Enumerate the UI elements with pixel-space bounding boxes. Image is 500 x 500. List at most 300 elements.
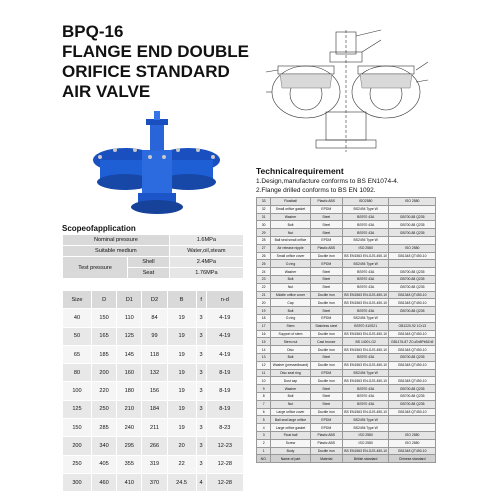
- table-cell: BS970 43A: [342, 283, 389, 291]
- table-row: [257, 307, 436, 315]
- table-cell: 14: [257, 346, 271, 354]
- table-cell: GB700-88 Q235: [389, 392, 436, 400]
- table-cell: 99: [142, 327, 167, 345]
- table-cell: 24.5: [167, 473, 196, 491]
- table-cell: Screw: [271, 439, 310, 447]
- table-cell: BS 1400 LG2: [342, 338, 389, 346]
- table-cell: EPDM: [310, 260, 342, 268]
- table-cell: [389, 260, 436, 268]
- table-row: [257, 291, 436, 299]
- table-cell: Cap: [271, 299, 310, 307]
- table-row: [63, 345, 244, 363]
- table-cell: 7: [257, 400, 271, 408]
- table-row: [63, 382, 244, 400]
- table-cell: 125: [63, 400, 92, 418]
- table-cell: Stem: [271, 322, 310, 330]
- table-cell: BS EN1563 EN-GJS-450-10: [344, 409, 388, 414]
- table-cell: Plastic ABS: [310, 244, 342, 252]
- table-cell: BS EN1563 EN-GJS-450-10: [344, 331, 388, 336]
- table-cell: 8: [257, 392, 271, 400]
- parts-header-row: [257, 455, 436, 463]
- table-cell: BS970 410S21: [342, 322, 389, 330]
- table-cell: 355: [117, 455, 142, 473]
- table-row: [63, 455, 244, 473]
- table-cell: 160: [117, 364, 142, 382]
- table-cell: Chinese standard: [389, 455, 436, 463]
- table-row: [257, 424, 436, 432]
- table-cell: British standard: [342, 455, 389, 463]
- table-cell: Disc seat ring: [271, 369, 310, 377]
- table-cell: [389, 369, 436, 377]
- table-cell: 4-19: [206, 309, 243, 327]
- table-cell: ISO 2580: [342, 439, 389, 447]
- table-row: [63, 437, 244, 455]
- table-cell: 22: [167, 455, 196, 473]
- table-cell: 65: [63, 345, 92, 363]
- table-row: [257, 314, 436, 322]
- table-cell: 12-28: [206, 455, 243, 473]
- table-cell: ISO 2580: [389, 439, 436, 447]
- table-cell: Cast bronze: [310, 338, 342, 346]
- table-cell: ISO 2580: [342, 244, 389, 252]
- table-row: [257, 205, 436, 213]
- tech-line-1: 1.Design,manufacture conforms to BS EN1074-4.: [256, 178, 399, 185]
- table-cell: Washer: [271, 385, 310, 393]
- table-cell: BS2494 Type W: [342, 369, 389, 377]
- table-cell: 19: [167, 309, 196, 327]
- table-cell: 6: [257, 408, 271, 416]
- table-cell: 19: [167, 400, 196, 418]
- table-cell: 18: [257, 314, 271, 322]
- table-cell: 5: [257, 416, 271, 424]
- table-cell: 28: [257, 236, 271, 244]
- table-cell: 17: [257, 322, 271, 330]
- table-row: [257, 322, 436, 330]
- table-cell: EPDM: [310, 236, 342, 244]
- table-cell: 240: [117, 419, 142, 437]
- table-cell: 210: [117, 400, 142, 418]
- table-cell: GB1220-92 1Cr13: [389, 322, 436, 330]
- table-cell: 3: [196, 437, 206, 455]
- table-cell: GB1348 QT450-10: [389, 299, 436, 307]
- table-cell: 8-19: [206, 382, 243, 400]
- table-cell: Ball seal large orifice: [271, 416, 310, 424]
- table-cell: 22: [257, 283, 271, 291]
- table-cell: BS2494 Type W: [342, 424, 389, 432]
- table-cell: 200: [91, 364, 116, 382]
- table-cell: BS EN1563 EN-GJS-450-10: [344, 448, 388, 453]
- table-row: [257, 416, 436, 424]
- table-cell: 33: [257, 198, 271, 206]
- table-cell: 150: [63, 419, 92, 437]
- table-cell: 185: [91, 345, 116, 363]
- table-cell: Name of part: [271, 455, 310, 463]
- tech-heading: Technicalrequirement: [256, 166, 344, 176]
- table-cell: BS EN1563 EN-GJS-450-10: [344, 292, 388, 297]
- table-cell: GB1348 QT450-10: [389, 346, 436, 354]
- dims-header-cell: D: [91, 291, 116, 309]
- table-cell: 266: [142, 437, 167, 455]
- table-cell: Bolt: [271, 307, 310, 315]
- table-cell: 15: [257, 338, 271, 346]
- table-cell: Small orifice cover: [271, 252, 310, 260]
- table-cell: 110: [117, 309, 142, 327]
- table-cell: BS970 43A: [342, 275, 389, 283]
- table-cell: Large orifice cover: [271, 408, 310, 416]
- table-cell: 100: [63, 382, 92, 400]
- table-cell: 3: [196, 400, 206, 418]
- table-cell: Ductile iron: [310, 361, 342, 369]
- table-cell: 184: [142, 400, 167, 418]
- table-row: [257, 244, 436, 252]
- table-cell: 211: [142, 419, 167, 437]
- table-row: [257, 221, 436, 229]
- dims-header-cell: D1: [117, 291, 142, 309]
- table-cell: 23: [257, 275, 271, 283]
- table-cell: BS EN1563 EN-GJS-450-10: [344, 347, 388, 352]
- table-row: [257, 431, 436, 439]
- table-cell: BS EN1563 EN-GJS-450-10: [344, 378, 388, 383]
- table-cell: O-ring: [271, 260, 310, 268]
- table-cell: Steel: [310, 268, 342, 276]
- table-cell: GB700-88 Q235: [389, 275, 436, 283]
- table-cell: Steel: [310, 307, 342, 315]
- table-cell: 19: [167, 419, 196, 437]
- table-row: [257, 236, 436, 244]
- table-cell: BS970 43A: [342, 392, 389, 400]
- table-row: [257, 229, 436, 237]
- table-cell: Plastic ABS: [310, 439, 342, 447]
- table-cell: 8-23: [206, 419, 243, 437]
- table-cell: ISO 2580: [389, 244, 436, 252]
- table-cell: Bolt: [271, 353, 310, 361]
- table-cell: 19: [167, 382, 196, 400]
- seat-value: 1.76MPa: [169, 268, 243, 279]
- table-row: [63, 309, 244, 327]
- table-cell: Ductile iron: [310, 447, 342, 455]
- table-cell: 340: [91, 437, 116, 455]
- table-cell: GB700-88 Q235: [389, 385, 436, 393]
- table-cell: 285: [91, 419, 116, 437]
- table-cell: BS EN1563 EN-GJS-450-10: [344, 363, 388, 368]
- table-cell: 10: [257, 377, 271, 385]
- table-cell: EPDM: [310, 205, 342, 213]
- table-cell: 410: [117, 473, 142, 491]
- table-cell: EPDM: [310, 416, 342, 424]
- table-row: [257, 198, 436, 206]
- table-cell: Nut: [271, 229, 310, 237]
- table-row: [257, 346, 436, 354]
- table-cell: BS970 43A: [342, 353, 389, 361]
- table-cell: GB700-88 Q235: [389, 400, 436, 408]
- table-cell: BS2494 Type W: [342, 260, 389, 268]
- table-cell: 3: [196, 345, 206, 363]
- table-cell: 80: [63, 364, 92, 382]
- shell-value: 2.4MPa: [169, 257, 243, 268]
- table-cell: Ductile iron: [310, 330, 342, 338]
- table-cell: Steel: [310, 229, 342, 237]
- table-cell: [389, 236, 436, 244]
- table-cell: 12: [257, 361, 271, 369]
- table-row: [257, 353, 436, 361]
- table-cell: BS2494 Type W: [342, 314, 389, 322]
- table-cell: 370: [142, 473, 167, 491]
- table-cell: GB700-88 Q235: [389, 268, 436, 276]
- table-cell: Plastic ABS: [310, 198, 342, 206]
- scope-label: Suitable medium: [63, 246, 170, 257]
- table-cell: Bolt: [271, 275, 310, 283]
- table-cell: NO.: [257, 455, 271, 463]
- table-cell: 405: [91, 455, 116, 473]
- parts-table: [256, 197, 436, 463]
- table-cell: 19: [167, 327, 196, 345]
- table-cell: 1: [257, 447, 271, 455]
- table-cell: Stem nut: [271, 338, 310, 346]
- table-cell: Ball seal small orifice: [271, 236, 310, 244]
- test-pressure-label: Test pressure: [63, 257, 128, 279]
- table-row: [257, 275, 436, 283]
- table-cell: GB1348 QT450-10: [389, 361, 436, 369]
- dims-header-cell: f: [196, 291, 206, 309]
- table-cell: 250: [91, 400, 116, 418]
- table-row: [257, 260, 436, 268]
- tech-line-2: 2.Flange drilled conforms to BS EN 1092.: [256, 187, 376, 194]
- table-row: [257, 268, 436, 276]
- table-cell: EPDM: [310, 314, 342, 322]
- table-cell: GB700-88 Q235: [389, 221, 436, 229]
- table-row: [63, 327, 244, 345]
- table-cell: BS EN1563 EN-GJS-450-10: [344, 300, 388, 305]
- table-row: [257, 330, 436, 338]
- table-cell: 21: [257, 291, 271, 299]
- table-cell: Air release nipple: [271, 244, 310, 252]
- title-line-2: FLANGE END DOUBLE: [62, 42, 249, 61]
- table-row: [257, 338, 436, 346]
- table-row: [63, 364, 244, 382]
- table-cell: 200: [63, 437, 92, 455]
- dims-header-cell: B: [167, 291, 196, 309]
- table-cell: 12-28: [206, 473, 243, 491]
- table-cell: BS2494 Type W: [342, 205, 389, 213]
- table-cell: GB1348 QT450-10: [389, 330, 436, 338]
- table-row: [257, 252, 436, 260]
- table-cell: 156: [142, 382, 167, 400]
- table-row: [63, 419, 244, 437]
- table-cell: 2: [257, 439, 271, 447]
- table-row: [257, 447, 436, 455]
- table-cell: 9: [257, 385, 271, 393]
- table-row: [257, 369, 436, 377]
- table-cell: Middle orifice cover: [271, 291, 310, 299]
- table-cell: 8-19: [206, 364, 243, 382]
- table-cell: Floatball: [271, 198, 310, 206]
- table-row: [257, 361, 436, 369]
- table-cell: ISO2580: [342, 198, 389, 206]
- table-cell: Ductile iron: [310, 377, 342, 385]
- table-cell: 3: [196, 382, 206, 400]
- table-cell: Material: [310, 455, 342, 463]
- table-cell: 145: [117, 345, 142, 363]
- table-cell: Ductile iron: [310, 346, 342, 354]
- table-cell: Ductile iron: [310, 299, 342, 307]
- table-cell: Float ball: [271, 431, 310, 439]
- scope-heading: Scopeofapplication: [62, 224, 136, 233]
- table-cell: GB1348 QT450-10: [389, 408, 436, 416]
- table-cell: GB700-88 Q235: [389, 283, 436, 291]
- table-cell: 19: [167, 345, 196, 363]
- table-row: [63, 473, 244, 491]
- table-cell: BS970 43A: [342, 268, 389, 276]
- table-cell: Steel: [310, 353, 342, 361]
- table-cell: [389, 205, 436, 213]
- table-cell: Steel: [310, 400, 342, 408]
- table-cell: 132: [142, 364, 167, 382]
- table-row: [257, 439, 436, 447]
- table-cell: Steel: [310, 213, 342, 221]
- table-cell: 19: [167, 364, 196, 382]
- table-cell: Bolt: [271, 392, 310, 400]
- table-cell: Washer: [271, 213, 310, 221]
- table-cell: Bolt: [271, 221, 310, 229]
- table-cell: [389, 314, 436, 322]
- scope-value: Water,oil,steam: [169, 246, 243, 257]
- scope-table: [62, 234, 244, 279]
- table-cell: Support of stem: [271, 330, 310, 338]
- table-cell: 27: [257, 244, 271, 252]
- table-cell: 31: [257, 213, 271, 221]
- table-cell: Washer: [271, 268, 310, 276]
- table-cell: 250: [63, 455, 92, 473]
- product-title: [62, 22, 262, 102]
- table-cell: BS2494 Type W: [342, 236, 389, 244]
- valve-product-image: [70, 105, 240, 220]
- table-cell: 4: [257, 424, 271, 432]
- table-cell: 125: [117, 327, 142, 345]
- table-cell: Disc: [271, 346, 310, 354]
- table-cell: GB1348 QT450-10: [389, 291, 436, 299]
- table-cell: BS970 43A: [342, 221, 389, 229]
- table-cell: BS970 43A: [342, 213, 389, 221]
- table-cell: GB700-88 Q235: [389, 213, 436, 221]
- table-cell: 3: [257, 431, 271, 439]
- table-cell: 25: [257, 260, 271, 268]
- table-cell: Washer (pressedboard): [272, 363, 309, 368]
- title-line-1: BPQ-16: [62, 22, 124, 41]
- table-cell: Dust cap: [271, 377, 310, 385]
- scope-value: 1.6MPa: [169, 235, 243, 246]
- dimensions-table: [62, 290, 244, 492]
- table-cell: BS970 43A: [342, 229, 389, 237]
- table-cell: ISO 2580: [342, 431, 389, 439]
- table-cell: 150: [91, 309, 116, 327]
- table-cell: Steel: [310, 385, 342, 393]
- table-row: [257, 400, 436, 408]
- table-cell: 8-19: [206, 400, 243, 418]
- table-cell: GB1348 QT450-10: [389, 252, 436, 260]
- table-row: [257, 299, 436, 307]
- table-cell: O-ring: [271, 314, 310, 322]
- table-cell: 12-23: [206, 437, 243, 455]
- table-cell: 4-19: [206, 345, 243, 363]
- table-cell: Ductile iron: [310, 408, 342, 416]
- table-cell: 32: [257, 205, 271, 213]
- shell-label: Shell: [128, 257, 170, 268]
- table-cell: 16: [257, 330, 271, 338]
- table-cell: [389, 424, 436, 432]
- table-cell: EPDM: [310, 369, 342, 377]
- table-cell: GB1348 QT450-10: [389, 447, 436, 455]
- table-cell: ISO 2580: [389, 431, 436, 439]
- table-cell: 4-19: [206, 327, 243, 345]
- title-line-3: ORIFICE STANDARD: [62, 62, 230, 81]
- dims-header-cell: Size: [63, 291, 92, 309]
- table-cell: Steel: [310, 283, 342, 291]
- table-cell: GB700-88 Q235: [389, 229, 436, 237]
- table-cell: [389, 416, 436, 424]
- table-cell: Nut: [271, 283, 310, 291]
- table-row: [257, 377, 436, 385]
- table-cell: 20: [167, 437, 196, 455]
- table-cell: EPDM: [310, 424, 342, 432]
- table-row: [257, 283, 436, 291]
- table-cell: 20: [257, 299, 271, 307]
- table-cell: 220: [91, 382, 116, 400]
- table-cell: 3: [196, 327, 206, 345]
- table-cell: 30: [257, 221, 271, 229]
- table-cell: 29: [257, 229, 271, 237]
- table-cell: Ductile iron: [310, 291, 342, 299]
- table-cell: BS970 43A: [342, 400, 389, 408]
- table-cell: BS970 43A: [342, 385, 389, 393]
- table-cell: Small orifice gasket: [271, 205, 310, 213]
- table-cell: GB700-88 Q235: [389, 307, 436, 315]
- table-cell: 180: [117, 382, 142, 400]
- table-cell: 295: [117, 437, 142, 455]
- table-cell: Body: [271, 447, 310, 455]
- dims-header-cell: n-d: [206, 291, 243, 309]
- table-cell: 11: [257, 369, 271, 377]
- table-cell: 4: [196, 473, 206, 491]
- table-cell: 24: [257, 268, 271, 276]
- table-cell: 50: [63, 327, 92, 345]
- table-cell: Steel: [310, 221, 342, 229]
- table-cell: Nut: [271, 400, 310, 408]
- table-cell: Steel: [310, 275, 342, 283]
- table-cell: GB1348 QT450-10: [389, 377, 436, 385]
- cross-section-drawing: [256, 22, 436, 162]
- table-cell: Ductile iron: [310, 252, 342, 260]
- table-row: [257, 213, 436, 221]
- table-cell: 13: [257, 353, 271, 361]
- table-cell: 40: [63, 309, 92, 327]
- table-cell: 3: [196, 455, 206, 473]
- table-cell: 3: [196, 309, 206, 327]
- table-cell: 19: [257, 307, 271, 315]
- table-cell: 26: [257, 252, 271, 260]
- table-cell: BS970 43A: [342, 307, 389, 315]
- table-cell: Plastic ABS: [310, 431, 342, 439]
- table-cell: Stainless steel: [310, 322, 342, 330]
- table-row: [257, 385, 436, 393]
- scope-label: Nominal pressure: [63, 235, 170, 246]
- title-line-4: AIR VALVE: [62, 82, 151, 101]
- table-cell: 300: [63, 473, 92, 491]
- table-cell: GB700-88 Q235: [389, 353, 436, 361]
- table-row: [63, 400, 244, 418]
- table-cell: 3: [196, 364, 206, 382]
- table-cell: BS EN1563 EN-GJS-450-10: [344, 253, 388, 258]
- table-cell: 165: [91, 327, 116, 345]
